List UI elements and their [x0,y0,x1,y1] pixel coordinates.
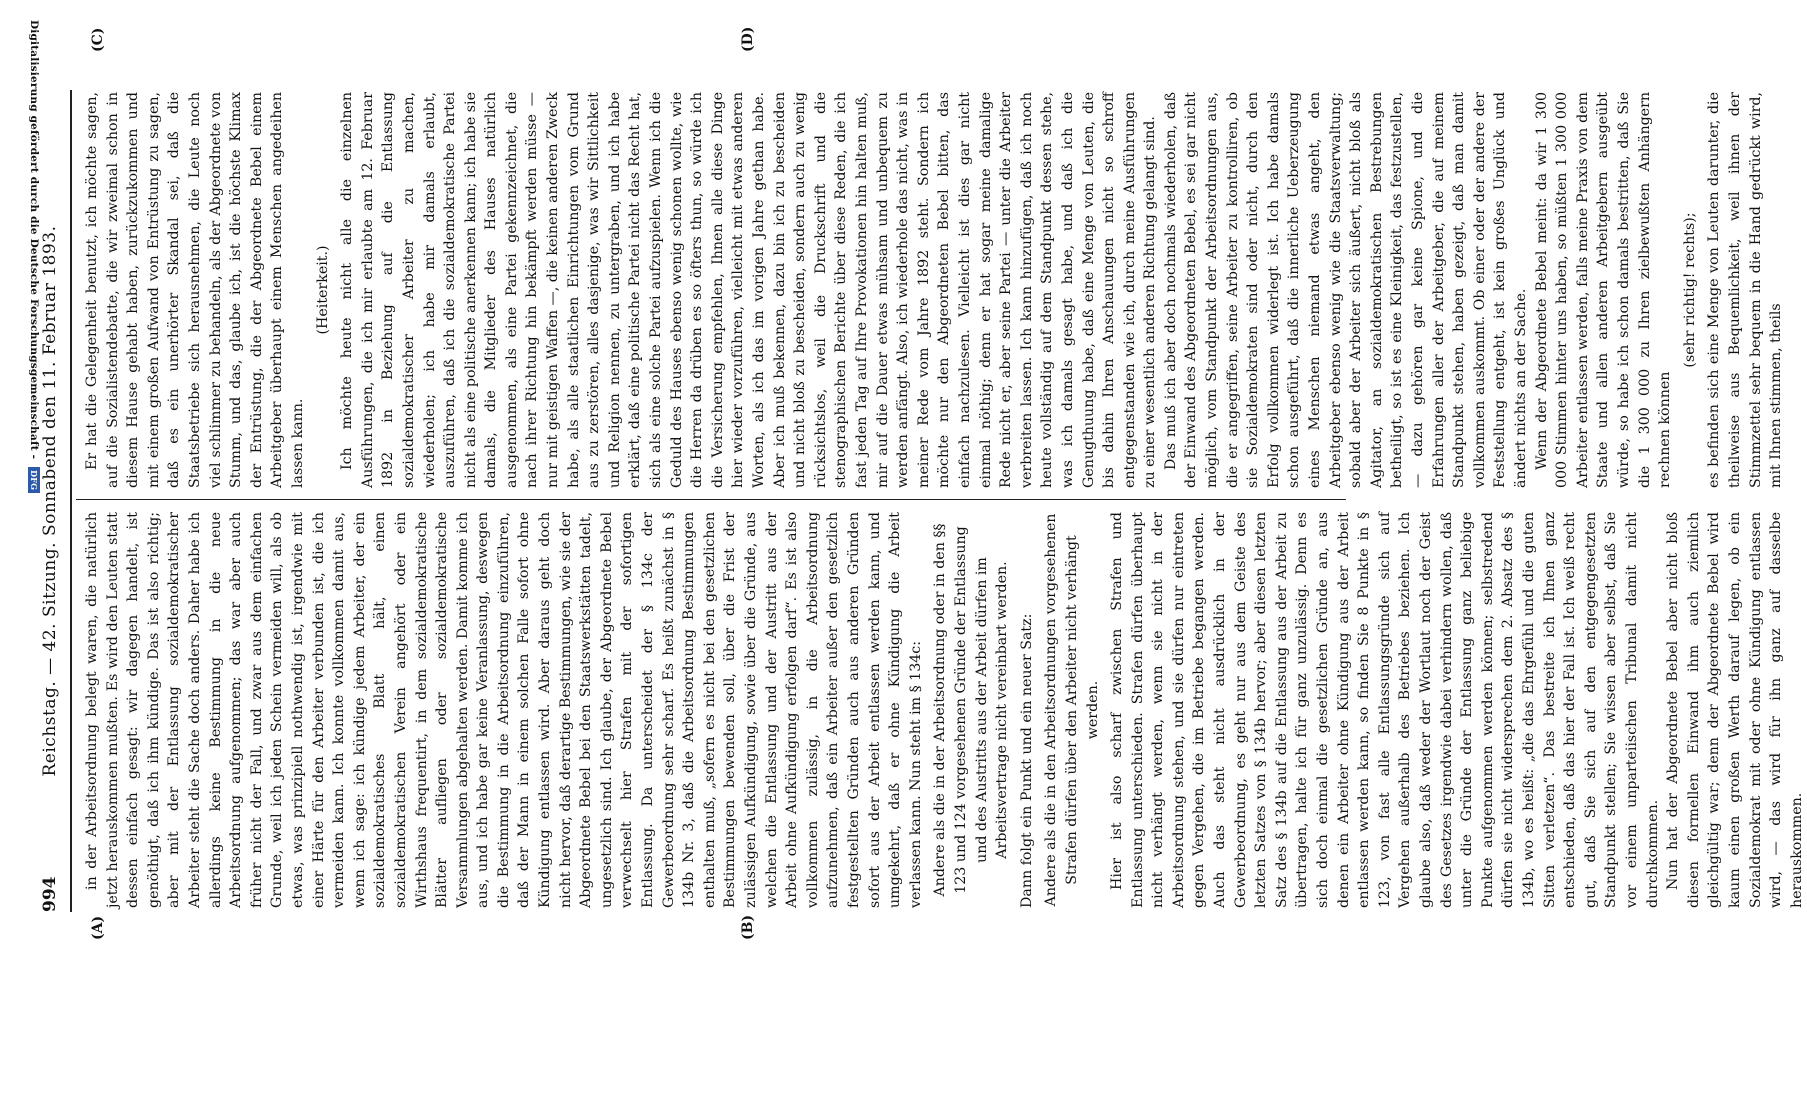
paragraph: Nun hat der Abgeordnete Bebel aber nicht bloß diesen formellen Einwand ihm auch ziemlich gleichgültig war; denn der Abgeordnete Bebel wird kaum einen großen Werth darauf legen, ob ein Sozialdemokrat mit oder ohne Kündigung entlassen wird, — das wird für ihn ganz auf dasselbe herauskommen. [1665,512,1805,908]
paragraph: (sehr richtig! rechts); [1681,212,1698,368]
paragraph: Ich möchte heute nicht alle die einzelnen Ausführungen, die ich mir erlaubte am 12. Februar 1892 in Beziehung auf die Entlassung sozialdemokratischer Arbeiter zu machen, wiederholen; ich habe mir damals erlaubt, auszuführen, daß ich die sozialdemokratische Partei nicht als eine politische anerkennen kann; ich habe sie damals, die Mitglieder des Hauses natürlich ausgenommen, als eine Partei gekennzeichnet, die nach ihrer Richtung hin bekämpft werden müsse — nur mit geistigen Waffen —, die keinen anderen Zweck habe, als alle staatlichen Einrichtungen vom Grund aus zu zerstören, alles dasjenige, was wir Sittlichkeit und Religion nennen, zu untergraben, und ich habe erklärt, daß eine politische Partei nicht das Recht hat, sich als eine solche Partei aufzuspielen. Wenn ich die Geduld des Hauses ebenso wenig schonen wollte, wie die Herren da drüben es so öfters thun, so würde ich die Versicherung empfehlen, Ihnen alle diese Dinge hier wieder vorzuführen, vielleicht mit etwas anderen Worten, als ich das im vorigen Jahre gethan habe. Aber ich muß bekennen, dazu bin ich zu bescheiden und nicht bloß zu bescheiden, sondern auch zu wenig rücksichtslos, weil die Druckschrift und die stenographischen Berichte über diese Reden, die ich fast jeden Tag auf Ihre Provokationen hin halten muß, mir auf die Dauer etwas mühsam und unbequem zu werden anfängt. Also, ich wiederhole das nicht, was in meiner Rede vom Jahre 1892 steht. Sondern ich möchte nur den Abgeordneten Bebel bitten, das einfach nachzulesen. Vielleicht ist dies gar nicht einmal nöthig; denn er hat sogar meine damalige Rede nicht er, aber seine Partei — unter die Arbeiter verbreiten lassen. Ich kann hinzufügen, daß ich noch heute vollständig auf dem Standpunkt dessen stehe, was ich damals gesagt habe, und daß ich die Genugthuung habe, daß eine Menge von Leuten, die bis dahin Ihren Anschauungen nicht so schroff entgegenstanden wie ich, durch meine Ausführungen zu einer wesentlich anderen Richtung gelangt sind. [339,92,1159,488]
right-column [82,92,1787,488]
paragraph: Andere als die in der Arbeitsordnung oder in den §§ 123 und 124 vorgesehenen Gründe der Entlassung und des Austritts aus der Arbeit dürfen im Arbeitsvertrage nicht vereinbart werden. [932,523,1011,897]
paragraph: Andere als die in den Arbeitsordnungen vorgesehenen Strafen dürfen über den Arbeiter nicht verhängt werden. [1043,513,1101,907]
paragraph: Wenn der Abgeordnete Bebel meint: da wir 1 300 000 Stimmen hinter uns haben, so müßten 1 300 000 Arbeiter entlassen werden, falls meine Praxis von dem Staate und allen anderen Arbeitgebern ausgeübt würde, so habe ich schon damals bestritten, daß Sie die 1 300 000 zu Ihren zielbewußten Anhängern rechnen können [1533,92,1674,488]
paragraph: in der Arbeitsordnung belegt waren, die natürlich jetzt herauskommen mußten. Es wird den Leuten statt dessen einfach gesagt: wir dagegen handelt, ist genöthigt, daß ich ihm kündige. Das ist also richtig; aber mit der Entlassung sozialdemokratischer Arbeiter steht die Sache doch anders. Daher habe ich allerdings keine Bestimmung in die neue Arbeitsordnung aufgenommen; das war aber auch früher nicht der Fall, und zwar aus dem einfachen Grunde, weil ich jeden Schein vermeiden will, als ob etwas, was prinzipiell nothwendig ist, irgendwie mit einer Härte für den Arbeiter verbunden ist, die ich vermeiden kann. Ich konnte vollkommen damit aus, wenn ich sage: ich kündige jedem Arbeiter, der ein sozialdemokratisches Blatt hält, einen sozialdemokratischen Verein angehört oder ein Wirthshaus frequentirt, in dem sozialdemokratische Blätter aufliegen oder sozialdemokratische Versammlungen abgehalten werden. Damit komme ich aus, und ich habe gar keine Veranlassung, deswegen die Bestimmung in die Arbeitsordnung einzuführen, daß der Mann in einem solchen Falle sofort ohne Kündigung entlassen wird. Aber daraus geht doch nicht hervor, daß derartige Bestimmungen, wie sie der Abgeordnete Bebel bei den Staatswerkstätten tadelt, ungesetzlich sind. Ich glaube, der Abgeordnete Bebel verwechselt hier Strafen mit der sofortigen Entlassung. Da unterscheidet der § 134c der Gewerbeordnung sehr scharf. Es heißt zunächst in § 134b Nr. 3, daß die Arbeitsordnung Bestimmungen enthalten muß, „sofern es nicht bei den gesetzlichen Bestimmungen bewenden soll, über die Frist der zulässigen Aufkündigung, sowie über die Gründe, aus welchen die Entlassung und der Austritt aus der Arbeit ohne Aufkündigung erfolgen darf“. Es ist also vollkommen zulässig, in die Arbeitsordnung aufzunehmen, daß ein Arbeiter außer den gesetzlich festgestellten Gründen auch aus anderen Gründen sofort aus der Arbeit entlassen werden kann, und umgekehrt, daß er ohne Kündigung die Arbeit verlassen kann. Nun steht im § 134c: [84,512,924,908]
margin-marker-d: (D) [740,26,756,52]
column-divider [76,499,1346,500]
margin-marker-c: (C) [90,27,106,52]
paragraph: (Heiterkeit.) [314,245,331,335]
paragraph: Hier ist also scharf zwischen Strafen und Entlassung unterschieden. Strafen dürfen überhaupt nicht verhängt werden, wenn sie nicht in der Arbeitsordnung stehen, und sie dürfen nur eintreten gegen Vergehen, die im Betriebe begangen werden. Auch das steht nicht ausdrücklich in der Gewerbeordnung, es geht nur aus dem Geiste des letzten Satzes von § 134b hervor; aber diesen letzten Satz des § 134b auf die Entlassung aus der Arbeit zu übertragen, halte ich für ganz unzulässig. Denn es sich doch einmal die gesetzlichen Gründe an, aus denen ein Arbeiter ohne Kündigung aus der Arbeit entlassen werden kann, so finden Sie 8 Punkte in § 123, von fast alle Entlassungsgründe sich auf Vergehen außerhalb des Betriebes beziehen. Ich glaube also, daß weder der Wortlaut noch der Geist des Gesetzes irgendwie dabei verhindern wollen, daß unter die Gründe der Entlassung ganz beliebige Punkte aufgenommen werden können; selbstredend dürfen sie nicht widersprechen dem 2. Absatz des § 134b, wo es heißt: „die das Ehrgefühl und die guten Sitten verletzen“. Das bestreite ich Ihnen ganz entschieden, daß das hier der Fall ist. Ich weiß recht gut, daß Sie sich auf den entgegengesetzten Standpunkt stellen; Sie wissen aber selbst, daß Sie vor einem unparteiischen Tribunal damit nicht durchkommen. [1109,512,1661,908]
page-number: 994 [40,876,60,912]
paragraph: Dann folgt ein Punkt und ein neuer Satz: [1018,613,1035,908]
paragraph: Das muß ich aber doch nochmals wiederholen, daß der Einwand des Abgeordneten Bebel, es sei gar nicht möglich, vom Standpunkt der Arbeitsordnungen aus, die er angegriffen, seine Arbeiter zu kontrolliren, ob sie Sozialdemokraten sind oder nicht, durch den Erfolg vollkommen widerlegt ist. Ich habe damals schon ausgeführt, daß die innerliche Ueberzeugung eines Menschen niemand etwas angeht, den Arbeitgeber ebenso wenig wie die Staatsverwaltung; sobald aber der Arbeiter sich äußert, nicht bloß als Agitator, an sozialdemokratischen Bestrebungen betheiligt, so ist es eine Kleinigkeit, das festzustellen, — dazu gehören gar keine Spione, und die Erfahrungen aller der Arbeitgeber, die auf meinem Standpunkt stehen, haben gezeigt, daß man damit vollkommen auskommt. Ob einer oder der andere der Feststellung entgeht, ist kein großes Unglück und ändert nichts an der Sache. [1162,92,1529,488]
margin-marker-a: (A) [90,915,106,940]
dfg-logo: DFG [28,467,40,493]
page-header [38,90,68,912]
margin-marker-b: (B) [740,914,756,940]
left-column [82,512,1807,908]
header-rule [70,90,72,912]
paragraph: Er hat die Gelegenheit benutzt, ich möchte sagen, auf die Sozialistendebatte, die wir zweimal schon in diesem Hause gehabt haben, zurückzukommen und mit einem großen Aufwand von Entrüstung zu sagen, daß es ein unerhörter Skandal sei, daß die Staatsbetriebe sich herausnehmen, die Leute noch viel schlimmer zu behandeln, als der Abgeordnete von Stumm, und das, glaube ich, ist die höchste Klimax der Entrüstung, die der Abgeordnete Bebel einem Arbeitgeber überhaupt einem Menschen angedeihen lassen kann. [84,92,306,488]
page-title: Reichstag. — 42. Sitzung. Sonnabend den 11. Februar 1893. [40,225,60,777]
digitization-credit [28,20,40,1120]
digitization-credit-text: Digitalisierung gefördert durch die Deutsche Forschungsgemeinschaft - [28,20,40,460]
paragraph: es befinden sich eine Menge von Leuten darunter, die theilweise aus Bequemlichkeit, weil ihnen der Stimmzettel sehr bequem in die Hand gedrückt wird, mit Ihnen stimmen, theils [1706,92,1785,488]
